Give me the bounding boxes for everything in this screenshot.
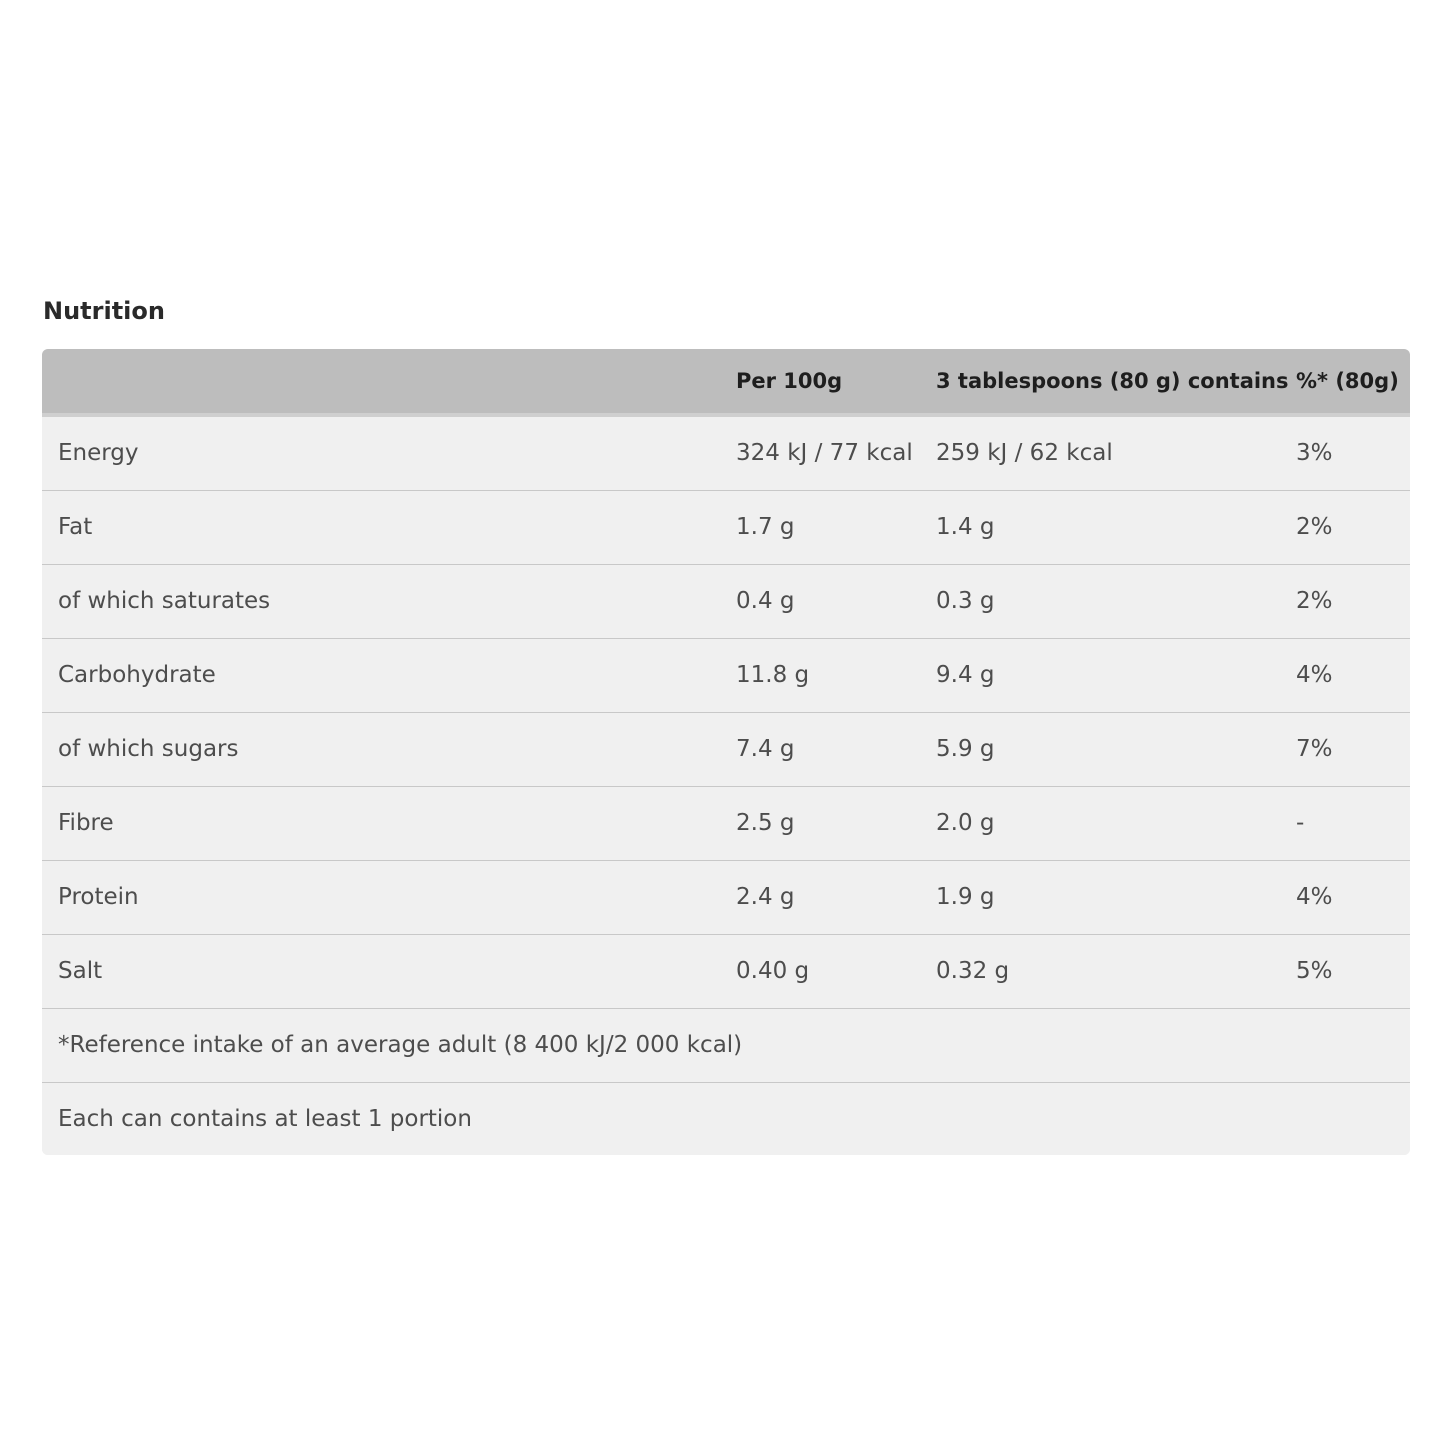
reference-intake-value: 2% bbox=[1296, 514, 1333, 540]
per-portion-value: 259 kJ / 62 kcal bbox=[936, 440, 1113, 466]
section-title: Nutrition bbox=[43, 297, 165, 325]
table-row bbox=[42, 565, 1410, 639]
table-row bbox=[42, 491, 1410, 565]
per-portion-value: 0.3 g bbox=[936, 588, 995, 614]
nutrient-name: Fat bbox=[58, 514, 93, 540]
reference-intake-value: 4% bbox=[1296, 884, 1333, 910]
reference-intake-value: - bbox=[1296, 810, 1305, 836]
nutrient-name: Carbohydrate bbox=[58, 662, 216, 688]
reference-intake-value: 3% bbox=[1296, 440, 1333, 466]
header-reference-intake: %* (80g) bbox=[1296, 369, 1399, 393]
per-portion-value: 1.9 g bbox=[936, 884, 995, 910]
reference-intake-value: 5% bbox=[1296, 958, 1333, 984]
footnote-row bbox=[42, 1083, 1410, 1155]
table-row bbox=[42, 639, 1410, 713]
reference-intake-value: 2% bbox=[1296, 588, 1333, 614]
nutrient-name: of which saturates bbox=[58, 588, 271, 614]
per-portion-value: 2.0 g bbox=[936, 810, 995, 836]
per-100g-value: 2.5 g bbox=[736, 810, 795, 836]
footnote-row bbox=[42, 1009, 1410, 1083]
per-100g-value: 11.8 g bbox=[736, 662, 810, 688]
reference-intake-footnote: *Reference intake of an average adult (8 400 kJ/2 000 kcal) bbox=[58, 1032, 743, 1058]
table-row bbox=[42, 417, 1410, 491]
nutrient-name: Energy bbox=[58, 440, 139, 466]
reference-intake-value: 7% bbox=[1296, 736, 1333, 762]
per-100g-value: 0.40 g bbox=[736, 958, 810, 984]
per-portion-value: 0.32 g bbox=[936, 958, 1010, 984]
nutrient-name: of which sugars bbox=[58, 736, 239, 762]
reference-intake-value: 4% bbox=[1296, 662, 1333, 688]
per-100g-value: 1.7 g bbox=[736, 514, 795, 540]
per-100g-value: 7.4 g bbox=[736, 736, 795, 762]
table-header bbox=[42, 349, 1410, 417]
header-per-portion: 3 tablespoons (80 g) contains bbox=[936, 369, 1289, 393]
per-portion-value: 9.4 g bbox=[936, 662, 995, 688]
per-portion-value: 1.4 g bbox=[936, 514, 995, 540]
table-row bbox=[42, 787, 1410, 861]
table-row bbox=[42, 861, 1410, 935]
portion-footnote: Each can contains at least 1 portion bbox=[58, 1106, 472, 1132]
per-portion-value: 5.9 g bbox=[936, 736, 995, 762]
per-100g-value: 2.4 g bbox=[736, 884, 795, 910]
nutrient-name: Protein bbox=[58, 884, 139, 910]
table-row bbox=[42, 713, 1410, 787]
per-100g-value: 0.4 g bbox=[736, 588, 795, 614]
header-per-100g: Per 100g bbox=[736, 369, 843, 393]
nutrient-name: Salt bbox=[58, 958, 103, 984]
per-100g-value: 324 kJ / 77 kcal bbox=[736, 440, 913, 466]
nutrition-table bbox=[42, 349, 1410, 1155]
nutrient-name: Fibre bbox=[58, 810, 114, 836]
table-row bbox=[42, 935, 1410, 1009]
